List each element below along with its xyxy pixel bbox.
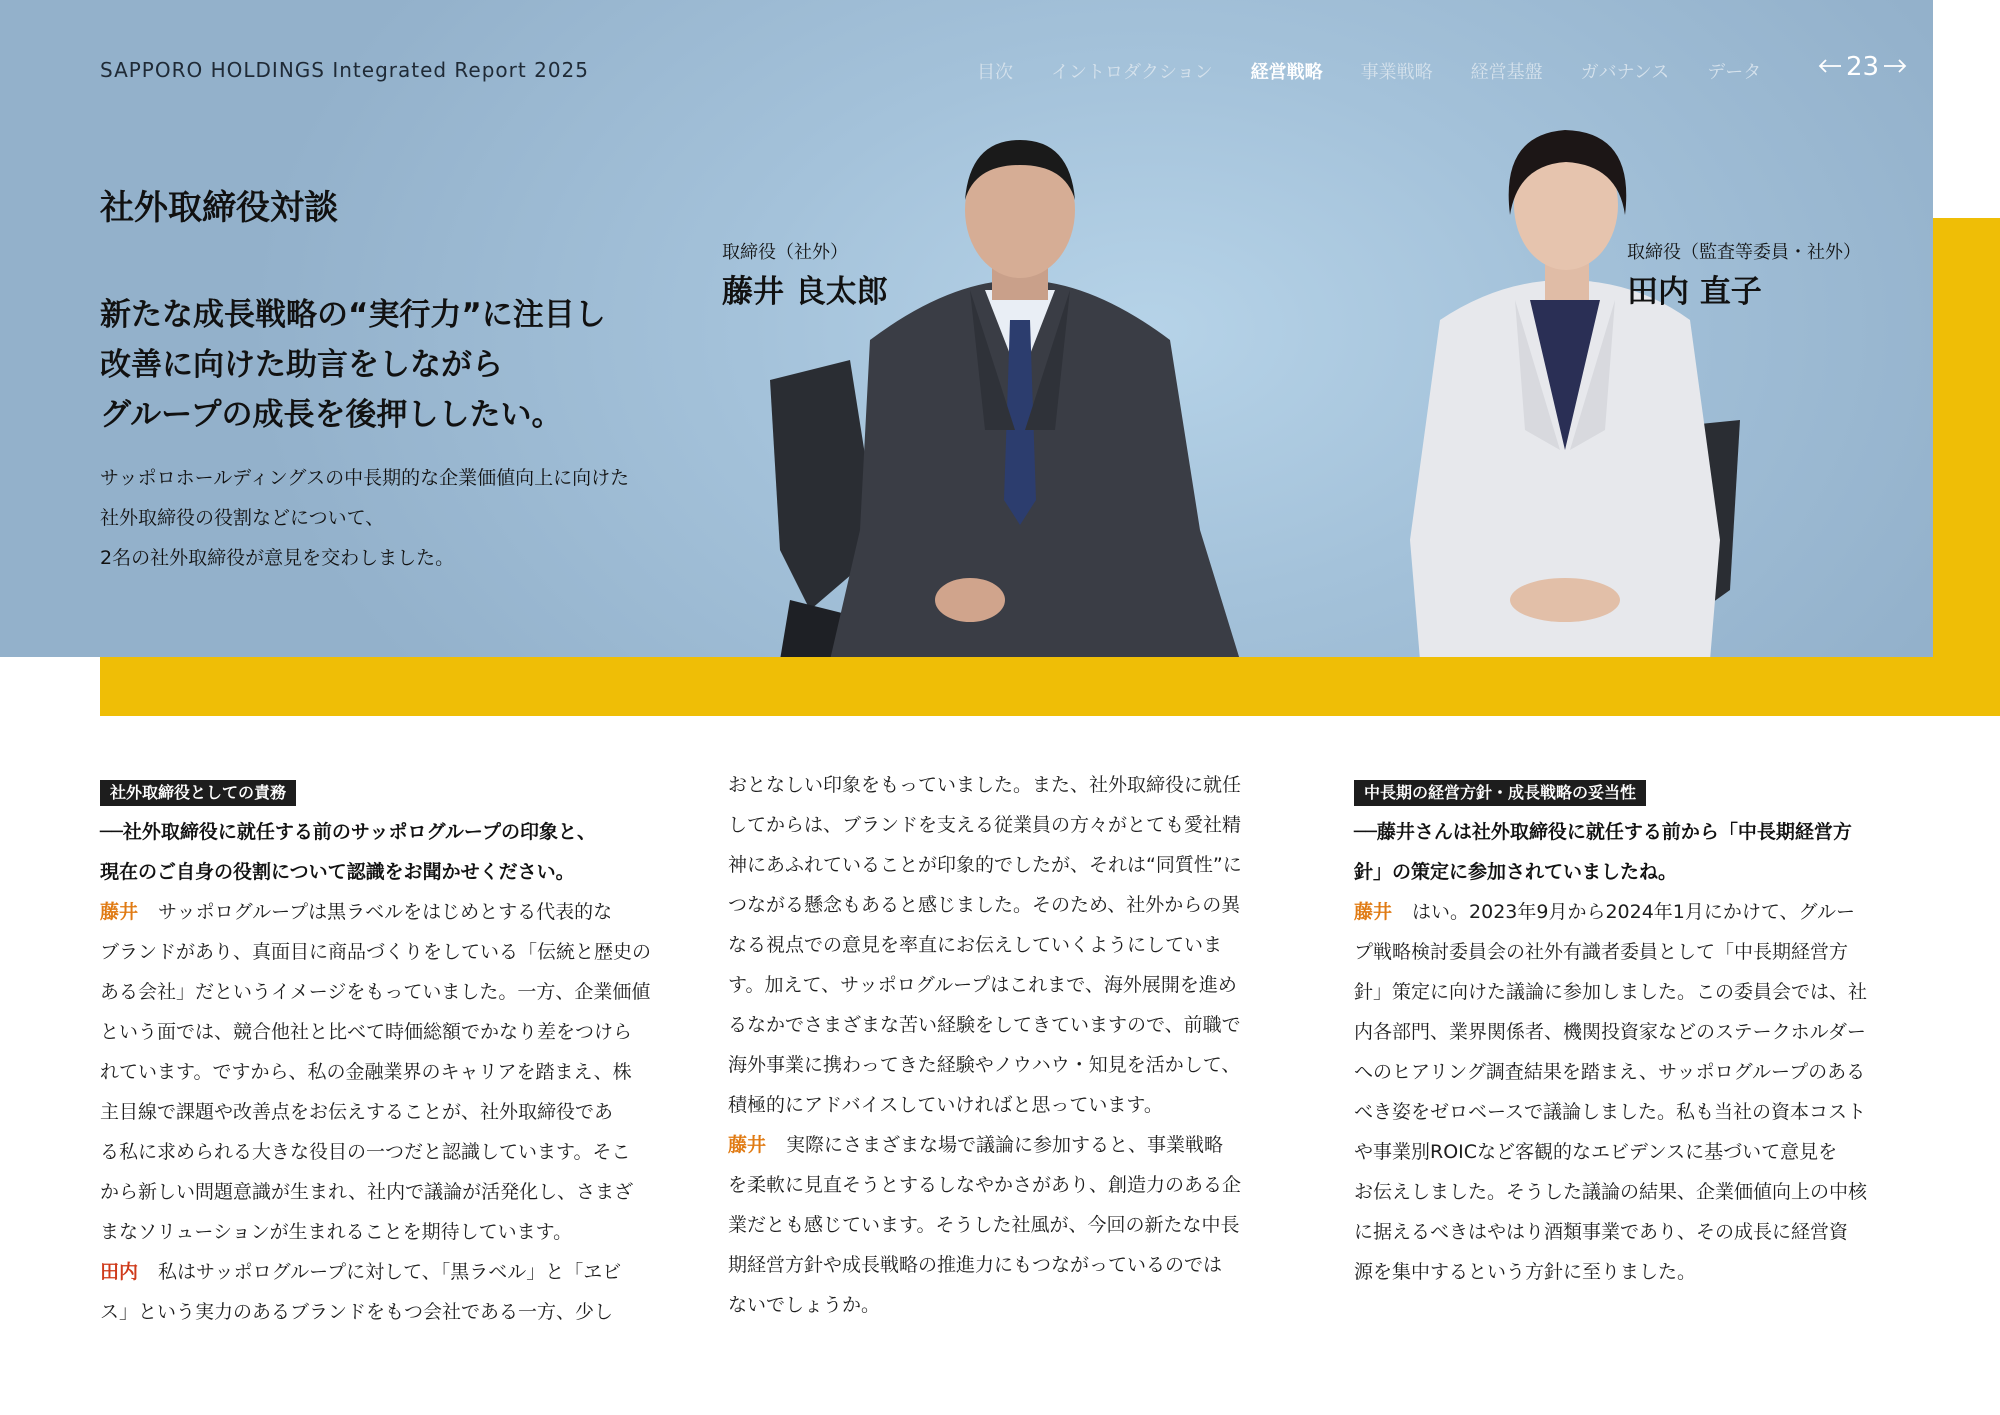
answer-line: 源を集中するという方針に至りました。 — [1354, 1261, 1697, 1283]
answer-line: 針」策定に向けた議論に参加しました。この委員会では、社 — [1354, 981, 1868, 1003]
speaker-label: 田内 — [100, 1261, 139, 1283]
headline-line: 改善に向けた助言をしながら — [100, 347, 503, 383]
person2-role: 取締役（監査等委員・社外） — [1627, 242, 1861, 263]
nav-item-introduction[interactable]: イントロダクション — [1051, 62, 1213, 83]
nav-item-management-strategy[interactable]: 経営戦略 — [1250, 62, 1323, 83]
headline — [100, 290, 606, 440]
answer-line: を柔軟に見直そうとするしなやかさがあり、創造力のある企 — [728, 1174, 1242, 1196]
answer-line: プ戦略検討委員会の社外有識者委員として「中長期経営方 — [1354, 941, 1849, 963]
section-tag: 社外取締役としての責務 — [100, 780, 296, 806]
body-column-1 — [100, 772, 660, 1332]
answer-line: お伝えしました。そうした議論の結果、企業価値向上の中核 — [1354, 1181, 1868, 1203]
answer-line: 主目線で課題や改善点をお伝えすることが、社外取締役であ — [100, 1101, 614, 1123]
answer-line: べき姿をゼロベースで議論しました。私も当社の資本コスト — [1354, 1101, 1867, 1123]
question-line: ──藤井さんは社外取締役に就任する前から「中長期経営方 — [1354, 821, 1852, 843]
answer-line: なる視点での意見を率直にお伝えしていくようにしていま — [728, 934, 1223, 956]
answer-line: つながる懸念もあると感じました。そのため、社外からの異 — [728, 894, 1241, 916]
section-tag: 中長期の経営方針・成長戦略の妥当性 — [1354, 780, 1646, 806]
section-title: 社外取締役対談 — [100, 188, 338, 228]
nav-item-governance[interactable]: ガバナンス — [1580, 62, 1670, 83]
answer-line: サッポログループは黒ラベルをはじめとする代表的な — [158, 901, 613, 923]
speaker-label: 藤井 — [100, 901, 139, 923]
nav-item-business-strategy[interactable]: 事業戦略 — [1360, 62, 1433, 83]
answer-line: 内各部門、業界関係者、機関投資家などのステークホルダー — [1354, 1021, 1866, 1043]
report-title: SAPPORO HOLDINGS Integrated Report 2025 — [100, 58, 589, 82]
person1-role: 取締役（社外） — [722, 242, 848, 263]
arrow-left-icon[interactable] — [1818, 52, 1842, 82]
nav-item-contents[interactable]: 目次 — [977, 62, 1013, 83]
answer-line: 積極的にアドバイスしていければと思っています。 — [728, 1094, 1163, 1116]
intro-line: 2名の社外取締役が意見を交わしました。 — [100, 547, 455, 569]
answer-line: ある会社」だというイメージをもっていました。一方、企業価値 — [100, 981, 651, 1003]
headline-line: グループの成長を後押ししたい。 — [100, 397, 563, 433]
answer-line: に据えるべきはやはり酒類事業であり、その成長に経営資 — [1354, 1221, 1849, 1243]
answer-line: 私はサッポログループに対して、「黒ラベル」と「ヱビ — [158, 1261, 622, 1283]
pager — [1818, 52, 1907, 82]
answer-line: へのヒアリング調査結果を踏まえ、サッポログループのある — [1354, 1061, 1866, 1083]
answer-line: ス」という実力のあるブランドをもつ会社である一方、少し — [100, 1301, 614, 1323]
question-line: 針」の策定に参加されていましたね。 — [1354, 861, 1678, 883]
nav-item-management-foundation[interactable]: 経営基盤 — [1470, 62, 1543, 83]
headline-line: 新たな成長戦略の“実行力”に注目し — [100, 297, 606, 333]
person2-name: 田内 直子 — [1627, 274, 1762, 310]
page-number: 23 — [1846, 52, 1880, 82]
answer-line: 海外事業に携わってきた経験やノウハウ・知見を活かして、 — [728, 1054, 1241, 1076]
nav-item-data[interactable]: データ — [1707, 62, 1762, 83]
answer-line: ないでしょうか。 — [728, 1294, 881, 1316]
speaker-label: 藤井 — [728, 1134, 767, 1156]
answer-line: れています。ですから、私の金融業界のキャリアを踏まえ、株 — [100, 1061, 632, 1083]
answer-line: から新しい問題意識が生まれ、社内で議論が活発化し、さまざ — [100, 1181, 634, 1203]
answer-line: まなソリューションが生まれることを期待しています。 — [100, 1221, 573, 1243]
person-tauchi-photo — [1350, 120, 1790, 657]
question-line: ──社外取締役に就任する前のサッポログループの印象と、 — [100, 821, 596, 843]
answer-line: おとなしい印象をもっていました。また、社外取締役に就任 — [728, 774, 1242, 796]
body-column-2 — [728, 765, 1288, 1325]
body-column-3 — [1354, 772, 1914, 1292]
answer-line: す。加えて、サッポログループはこれまで、海外展開を進め — [728, 974, 1237, 996]
intro-text — [100, 458, 629, 578]
person1-name: 藤井 良太郎 — [722, 274, 888, 310]
answer-line: 業だとも感じています。そうした社風が、今回の新たな中長 — [728, 1214, 1240, 1236]
intro-line: サッポロホールディングスの中長期的な企業価値向上に向けた — [100, 467, 630, 489]
top-nav — [977, 58, 1799, 84]
hero-photo — [0, 0, 1933, 657]
answer-line: 神にあふれていることが印象的でしたが、それは“同質性”に — [728, 854, 1242, 876]
intro-line: 社外取締役の役割などについて、 — [100, 507, 385, 529]
answer-line: はい。2023年9月から2024年1月にかけて、グルー — [1412, 901, 1855, 923]
yellow-accent-side — [1932, 218, 2000, 716]
answer-line: 実際にさまざまな場で議論に参加すると、事業戦略 — [786, 1134, 1224, 1156]
answer-line: という面では、競合他社と比べて時価総額でかなり差をつけら — [100, 1021, 633, 1043]
answer-line: るなかでさまざまな苦い経験をしてきていますので、前職で — [728, 1014, 1241, 1036]
answer-line: る私に求められる大きな役目の一つだと認識しています。そこ — [100, 1141, 631, 1163]
person-fujii-photo — [770, 130, 1270, 657]
arrow-right-icon[interactable] — [1883, 52, 1907, 82]
answer-line: や事業別ROICなど客観的なエビデンスに基づいて意見を — [1354, 1141, 1838, 1163]
speaker-label: 藤井 — [1354, 901, 1393, 923]
answer-line: ブランドがあり、真面目に商品づくりをしている「伝統と歴史の — [100, 941, 652, 963]
answer-line: してからは、ブランドを支える従業員の方々がとても愛社精 — [728, 814, 1242, 836]
answer-line: 期経営方針や成長戦略の推進力にもつながっているのでは — [728, 1254, 1223, 1276]
question-line: 現在のご自身の役割について認識をお聞かせください。 — [100, 861, 575, 883]
yellow-accent-band — [100, 650, 1933, 716]
